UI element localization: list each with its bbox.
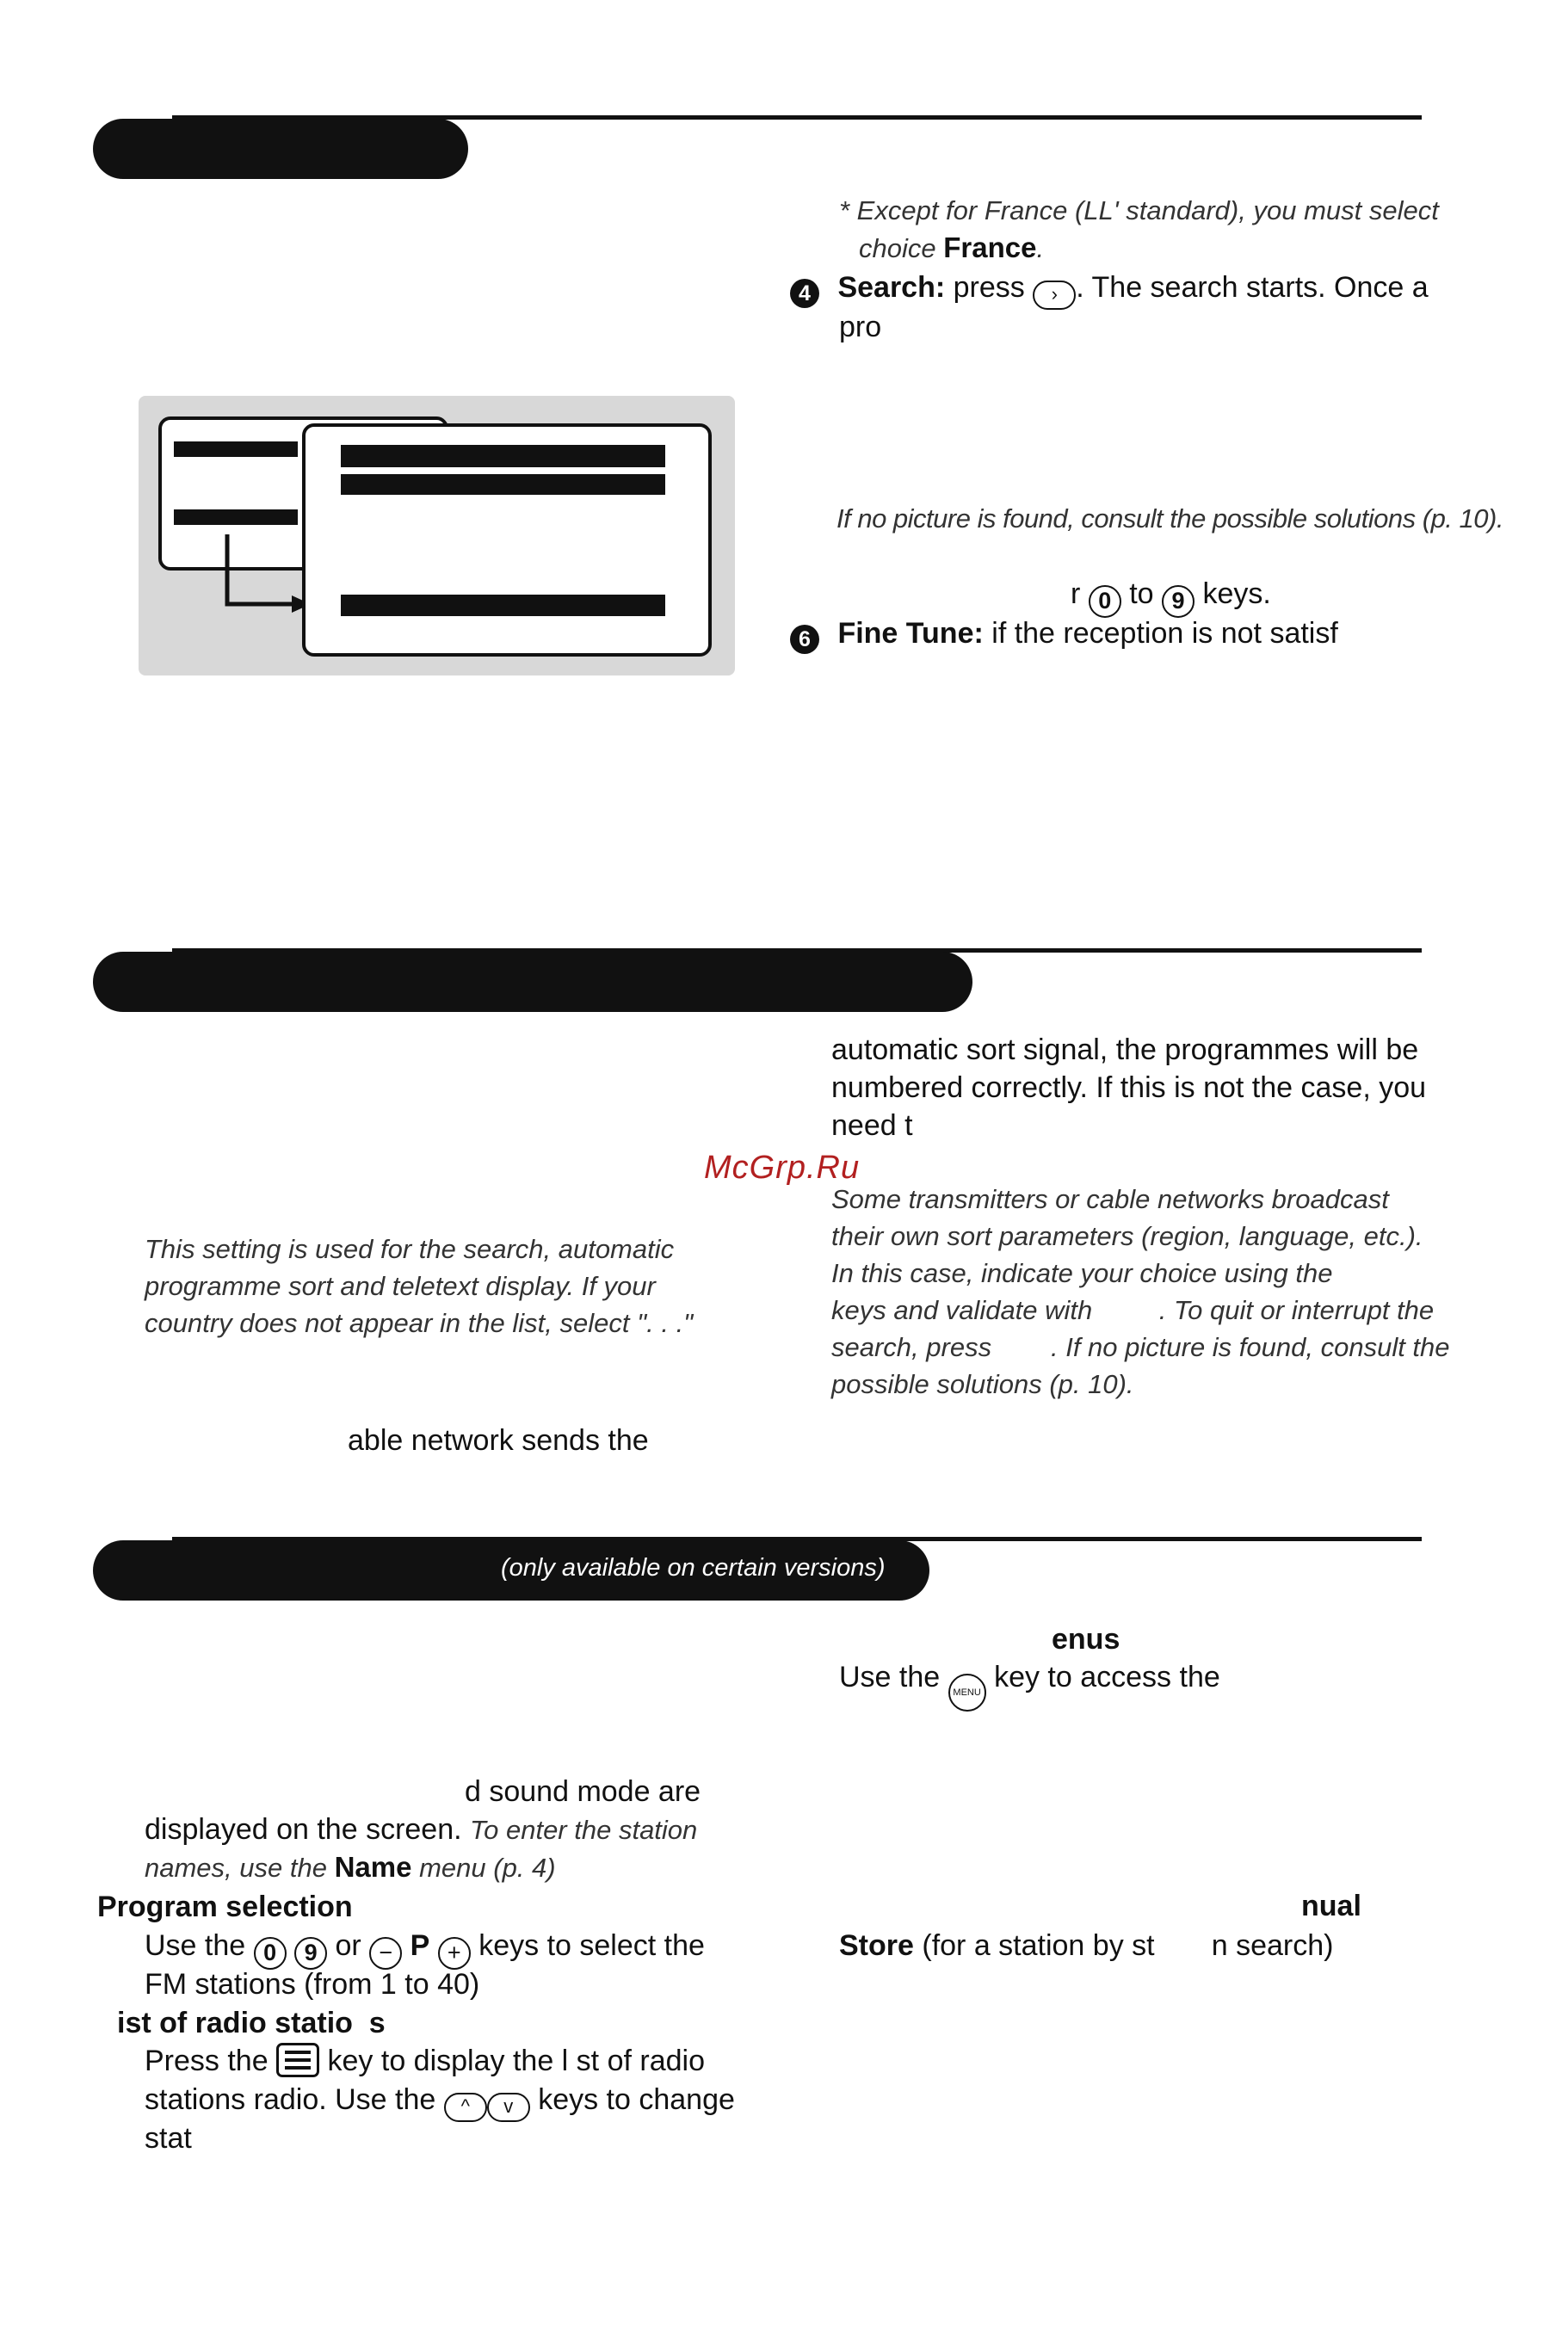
submenu-item-bar [341,595,665,616]
menu-key-line: Use the MENU key to access the [839,1658,1220,1712]
right-arrow-key-icon: › [1033,281,1076,310]
sort-note-line6: possible solutions (p. 10). [831,1369,1134,1399]
displayed-line: displayed on the screen. To enter the station [145,1813,698,1846]
step-number-4: 4 [790,279,819,308]
stat-line: stat [145,2122,192,2155]
autosort-line2: numbered correctly. If this is not the case, you [831,1071,1427,1104]
autosort-line1: automatic sort signal, the programmes will be [831,1033,1419,1066]
step4-search: 4 Search: press › . The search starts. Once a [790,268,1429,310]
submenu-box [302,423,712,657]
key-9-icon: 9 [294,1937,327,1970]
sort-note-line1: Some transmitters or cable networks broadcast [831,1184,1389,1214]
sound-mode-line: d sound mode are [465,1775,701,1808]
program-keys-line: Use the 0 9 or − P + keys to select the [145,1927,705,1970]
down-arrow-key-icon: v [487,2093,530,2122]
up-arrow-key-icon: ^ [444,2093,487,2122]
step4-line2: pro [839,311,882,343]
digit-keys-line: r 0 to 9 keys. [1071,575,1271,618]
submenu-item-bar [341,474,665,495]
country-note-line1: This setting is used for the search, automatic [145,1234,675,1264]
autosort-line3: need t [831,1109,913,1142]
sort-note-line4: keys and validate with . To quit or interrupt the [831,1295,1435,1325]
france-note-line2: choice France. [859,231,1045,263]
step-number-6: 6 [790,625,819,654]
key-9-icon: 9 [1162,585,1195,618]
plus-key-icon: + [438,1937,471,1970]
section1-title-bar [93,119,468,179]
sort-note-line2: their own sort parameters (region, language, etc.). [831,1221,1423,1251]
key-0-icon: 0 [254,1937,287,1970]
name-menu-line: names, use the Name menu (p. 4) [145,1851,556,1883]
section2-title-bar [93,952,972,1012]
menu-diagram [139,396,735,675]
menu-key-icon: MENU [948,1674,986,1712]
radio-list-heading: ist of radio statio s [117,2007,386,2039]
list-key-line: Press the key to display the l st of radio [145,2045,705,2077]
minus-key-icon: − [369,1937,402,1970]
program-selection-heading: Program selection [97,1891,353,1923]
no-picture-note: If no picture is found, consult the possible solutions (p. 10). [836,503,1503,534]
cable-network-line: able network sends the [348,1424,649,1457]
sort-note-line5: search, press . If no picture is found, consult the [831,1332,1450,1362]
store-line: Store (for a station by st n search) [839,1929,1334,1962]
country-note-line2: programme sort and teletext display. If your [145,1271,656,1301]
watermark: McGrp.Ru [704,1150,861,1186]
submenu-item-bar [341,445,665,467]
france-note-line1: * Except for France (LL' standard), you must select [839,195,1439,225]
list-key-icon [276,2043,319,2077]
step6-finetune: 6 Fine Tune: if the reception is not satisf [790,614,1338,654]
menus-heading: enus [1052,1623,1120,1656]
up-down-keys-line: stations radio. Use the ^ v keys to change [145,2081,735,2122]
fm-stations-line: FM stations (from 1 to 40) [145,1968,480,2001]
section3-availability-note: (only available on certain versions) [501,1554,886,1582]
sort-note-line3: In this case, indicate your choice using the [831,1258,1333,1288]
country-note-line3: country does not appear in the list, select ". . ." [145,1308,694,1338]
manual-heading: nual [1301,1890,1361,1922]
key-0-icon: 0 [1089,585,1121,618]
